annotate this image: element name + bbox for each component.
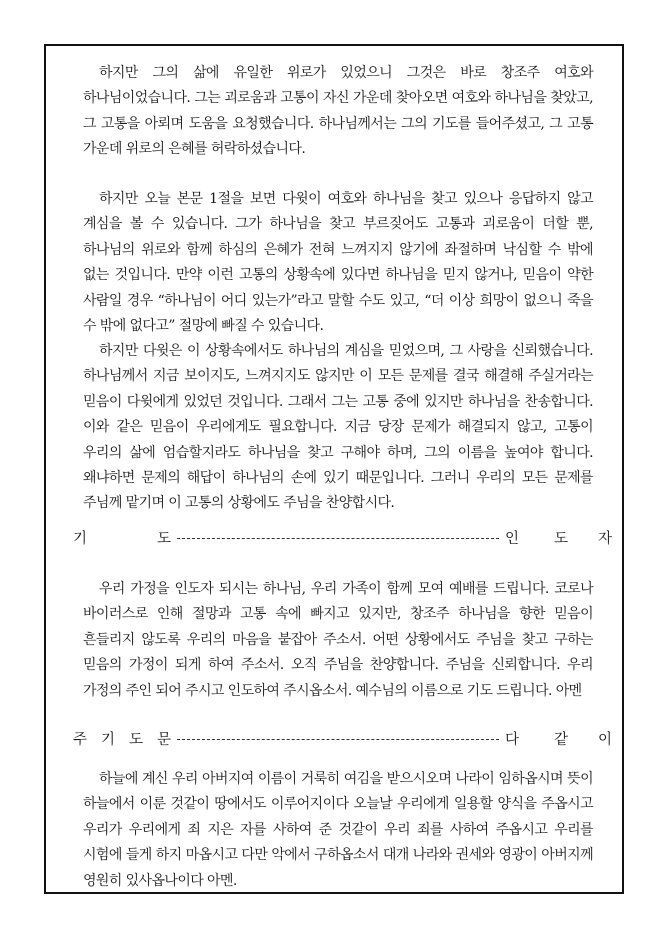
together-char: 같 [554, 732, 569, 748]
lords-prayer-heading-char: 도 [129, 732, 144, 748]
lords-prayer-text: 하늘에 계신 우리 아버지여 이름이 거룩히 여김을 받으시오며 나라이 임하옵시며 뜻이 하늘에서 이룬 것같이 땅에서도 이루어지이다 오늘날 우리에게 일용할 양식을 주옵시고 우리가 우리에게 죄 지은 자를 사하여 준 것같이 우리 죄를 사하여 주옵시고 우리를 시험에 들게 하지 마옵시고 다만 악에서 구하옵소서 대개 나라와 권세와 영광이 아버지께 영원히 있사옵나이다 아멘. [83, 771, 593, 889]
prayer-heading-char: 기 [73, 531, 88, 547]
prayer-leader-char: 인 [505, 531, 520, 547]
body-paragraph-3: 하지만 다윗은 이 상황속에서도 하나님의 계심을 믿었으며, 그 사랑을 신뢰했습니다. 하나님께서 지금 보이지도, 느껴지지도 않지만 이 모든 문제를 결국 해결해 주실거라는 믿음이 다윗에게 있었던 것입니다. 그래서 그는 고통 중에 있지만 하나님을 찬송합니다. 이와 같은 믿음이 우리에게도 필요합니다. 지금 당장 문제가 해결되지 않고, 고통이 우리의 삶에 엄습할지라도 하나님을 찾고 구해야 하며, 그의 이름을 높여야 합니다. 왜냐하면 문제의 해답이 하나님의 손에 있기 때문입니다. 그러니 우리의 모든 문제를 주님께 맡기며 이 고통의 상황에도 주님을 찬양합시다. [83, 343, 593, 512]
lords-prayer-heading-char: 문 [157, 732, 172, 748]
together-char: 다 [505, 732, 520, 748]
lords-prayer-heading-char: 주 [73, 732, 88, 748]
body-paragraph-2: 하지만 오늘 본문 1절을 보면 다윗이 여호와 하나님을 찾고 있으나 응답하지 않고 계심을 볼 수 있습니다. 그가 하나님을 찾고 부르짖어도 고통과 괴로움이 더할 뿐, 하나님의 위로와 함께 하심의 은혜가 전혀 느껴지지 않기에 좌절하며 낙심할 수 밖에 없는 것입니다. 만약 이런 고통의 상황속에 있다면 하나님을 믿지 않거나, 믿음이 약한 사람일 경우 “하나님이 어디 있는가”라고 말할 수도 있고, “더 이상 희망이 없으니 죽을 수 밖에 없다고” 절망에 빠질 수 있습니다. [83, 191, 593, 335]
prayer-heading [73, 527, 613, 551]
lords-prayer-heading-char: 기 [101, 732, 116, 748]
prayer-leader-char: 도 [554, 531, 569, 547]
together-char: 이 [598, 732, 613, 748]
heading-dash-leader [177, 538, 499, 539]
prayer-leader-char: 자 [598, 531, 613, 547]
lords-prayer-heading [73, 728, 613, 752]
prayer-text: 우리 가정을 인도자 되시는 하나님, 우리 가족이 함께 모여 예배를 드립니다. 코로나 바이러스로 인해 절망과 고통 속에 빠지고 있지만, 창조주 하나님을 향한 믿음이 흔들리지 않도록 우리의 마음을 붙잡아 주소서. 어떤 상황에서도 주님을 찾고 구하는 믿음의 가정이 되게 하여 주소서. 오직 주님을 찬양합니다. 주님을 신뢰합니다. 우리 가정의 주인 되어 주시고 인도하여 주시옵소서. 예수님의 이름으로 기도 드립니다. 아멘 [83, 581, 593, 699]
prayer-heading-char: 도 [157, 531, 172, 547]
heading-dash-leader [177, 739, 499, 740]
body-paragraph-1: 하지만 그의 삶에 유일한 위로가 있었으니 그것은 바로 창조주 여호와 하나님이었습니다. 그는 괴로움과 고통이 자신 가운데 찾아오면 여호와 하나님을 찾았고, 그 고통을 아뢰며 도움을 요청했습니다. 하나님께서는 그의 기도를 들어주셨고, 그 고통 가운데 위로의 은혜를 허락하셨습니다. [83, 65, 593, 158]
